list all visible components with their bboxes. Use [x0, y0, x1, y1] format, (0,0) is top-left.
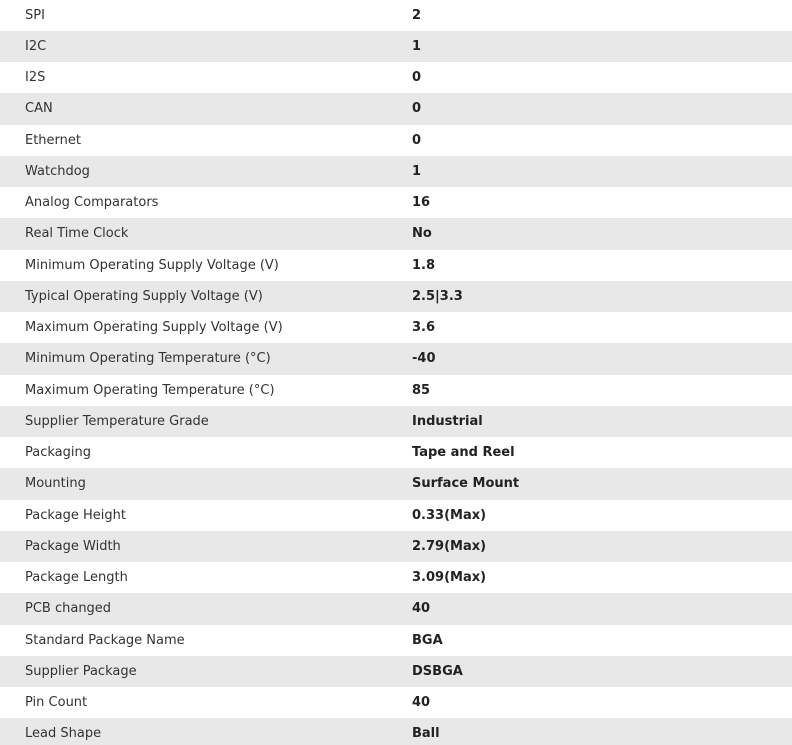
spec-value: Tape and Reel: [412, 445, 515, 461]
spec-label: Lead Shape: [25, 726, 102, 742]
spec-value: 40: [412, 601, 431, 617]
spec-row-pin-count: [0, 687, 792, 718]
spec-label: Package Length: [25, 570, 128, 586]
spec-label: Package Width: [25, 538, 121, 554]
spec-row-analog-comparators: [0, 187, 792, 218]
spec-label: Minimum Operating Supply Voltage (V): [25, 257, 279, 273]
spec-label: SPI: [25, 7, 45, 23]
spec-row-max-temperature: [0, 375, 792, 406]
spec-value: 2.79(Max): [412, 538, 487, 554]
spec-row-max-supply-voltage: [0, 312, 792, 343]
spec-value: No: [412, 226, 432, 242]
spec-label: Maximum Operating Supply Voltage (V): [25, 320, 283, 336]
spec-row-min-supply-voltage: [0, 250, 792, 281]
spec-label: Minimum Operating Temperature (°C): [25, 351, 271, 367]
spec-row-min-temperature: [0, 343, 792, 374]
spec-row-ethernet: [0, 125, 792, 156]
spec-value: 40: [412, 695, 431, 711]
spec-value: DSBGA: [412, 663, 463, 679]
spec-label: Packaging: [25, 445, 91, 461]
spec-row-package-height: [0, 500, 792, 531]
spec-value: 3.09(Max): [412, 570, 487, 586]
spec-value: 1: [412, 38, 422, 54]
spec-value: 2.5|3.3: [412, 288, 463, 304]
spec-value: 0: [412, 101, 422, 117]
spec-row-i2s: [0, 62, 792, 93]
spec-value: BGA: [412, 632, 443, 648]
spec-value: 85: [412, 382, 431, 398]
spec-row-mounting: [0, 468, 792, 499]
spec-value: 0.33(Max): [412, 507, 487, 523]
spec-label: Real Time Clock: [25, 226, 129, 242]
spec-label: Watchdog: [25, 163, 90, 179]
spec-value: Ball: [412, 726, 440, 742]
spec-label: I2C: [25, 38, 47, 54]
spec-row-spi: [0, 0, 792, 31]
spec-row-temperature-grade: [0, 406, 792, 437]
spec-label: I2S: [25, 70, 46, 86]
spec-row-standard-package-name: [0, 625, 792, 656]
spec-label: Typical Operating Supply Voltage (V): [25, 288, 263, 304]
spec-label: Pin Count: [25, 695, 88, 711]
spec-row-package-length: [0, 562, 792, 593]
spec-label: Standard Package Name: [25, 632, 185, 648]
spec-value: 0: [412, 70, 422, 86]
spec-row-typical-supply-voltage: [0, 281, 792, 312]
spec-label: CAN: [25, 101, 53, 117]
spec-label: PCB changed: [25, 601, 112, 617]
spec-value: Industrial: [412, 413, 483, 429]
spec-row-package-width: [0, 531, 792, 562]
spec-value: 2: [412, 7, 422, 23]
spec-value: -40: [412, 351, 436, 367]
spec-value: 16: [412, 195, 431, 211]
spec-value: 0: [412, 132, 422, 148]
spec-row-lead-shape: [0, 718, 792, 745]
spec-label: Analog Comparators: [25, 195, 159, 211]
spec-label: Mounting: [25, 476, 86, 492]
spec-label: Maximum Operating Temperature (°C): [25, 382, 275, 398]
spec-value: 1.8: [412, 257, 436, 273]
spec-row-watchdog: [0, 156, 792, 187]
spec-label: Supplier Temperature Grade: [25, 413, 209, 429]
spec-label: Ethernet: [25, 132, 81, 148]
spec-row-supplier-package: [0, 656, 792, 687]
spec-row-can: [0, 93, 792, 124]
spec-row-pcb-changed: [0, 593, 792, 624]
spec-value: 1: [412, 163, 422, 179]
spec-label: Supplier Package: [25, 663, 137, 679]
spec-row-i2c: [0, 31, 792, 62]
spec-label: Package Height: [25, 507, 126, 523]
spec-value: Surface Mount: [412, 476, 520, 492]
spec-row-real-time-clock: [0, 218, 792, 249]
spec-value: 3.6: [412, 320, 436, 336]
spec-row-packaging: [0, 437, 792, 468]
